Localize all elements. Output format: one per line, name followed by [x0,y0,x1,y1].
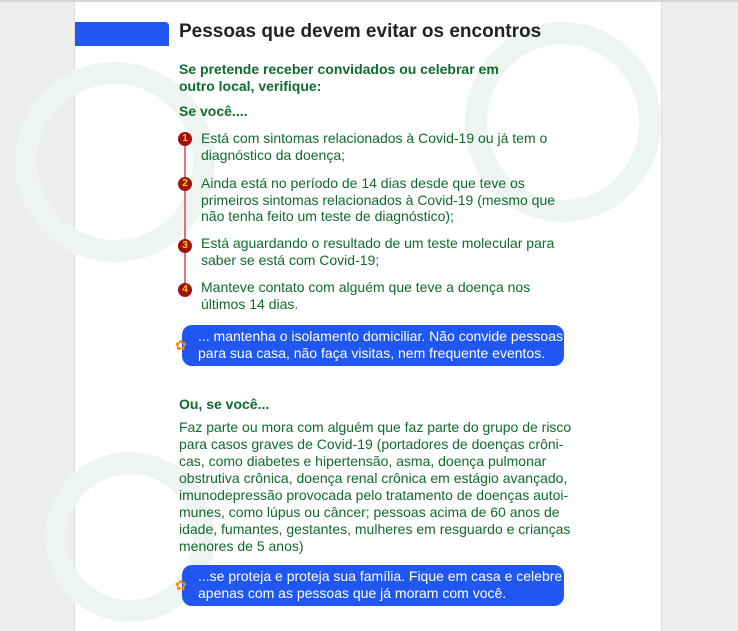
document-page [74,2,662,631]
number-badge: 4 [178,283,192,297]
number-badge: 1 [178,132,192,146]
title-accent-bar [75,22,169,46]
ou-se-voce-heading: Ou, se você... [179,396,270,412]
callout-isolation: ... mantenha o isolamento domiciliar. Não convide pessoas para sua casa, não faça visitas, nem frequente eventos. [182,325,564,366]
list-item: Está com sintomas relacionados à Covid-19 ou já tem o diagnóstico da doença; [201,130,548,163]
list-item: Ainda está no período de 14 dias desde que teve os primeiros sintomas relacionados à Covid-19 (mesmo que não tenha feito um teste de diagnóstico); [201,175,556,224]
number-badge: 3 [178,239,192,253]
callout-protect: ...se proteja e proteja sua família. Fique em casa e celebre apenas com as pessoas que já moram com você. [182,565,564,606]
star-icon: ✿ [175,337,187,353]
number-badge: 2 [178,177,192,191]
star-icon: ✿ [175,577,187,593]
intro-heading: Se pretende receber convidados ou celebrar em outro local, verifique: [179,61,499,94]
timeline-line [184,139,186,291]
list-item: Está aguardando o resultado de um teste molecular para saber se está com Covid-19; [201,235,555,268]
page-title: Pessoas que devem evitar os encontros [179,21,542,42]
risk-group-paragraph: Faz parte ou mora com alguém que faz parte do grupo de risco para casos graves de Covid-19 (portadores de doenças crôni- cas, como diabetes e hipertensão, asma, doença pulmonar obstrutiva crônica, doença renal crônica em estágio avançado, imunodepressão provocada pelo tratamento de doenças autoi- munes, como lúpus ou câncer; pessoas acima de 60 anos de idade, fumantes, gestantes, mulheres em resguardo e crianças menores de 5 anos) [179,419,572,554]
list-item: Manteve contato com alguém que teve a doença nos últimos 14 dias. [201,279,531,312]
se-voce-heading: Se você.... [179,103,248,119]
